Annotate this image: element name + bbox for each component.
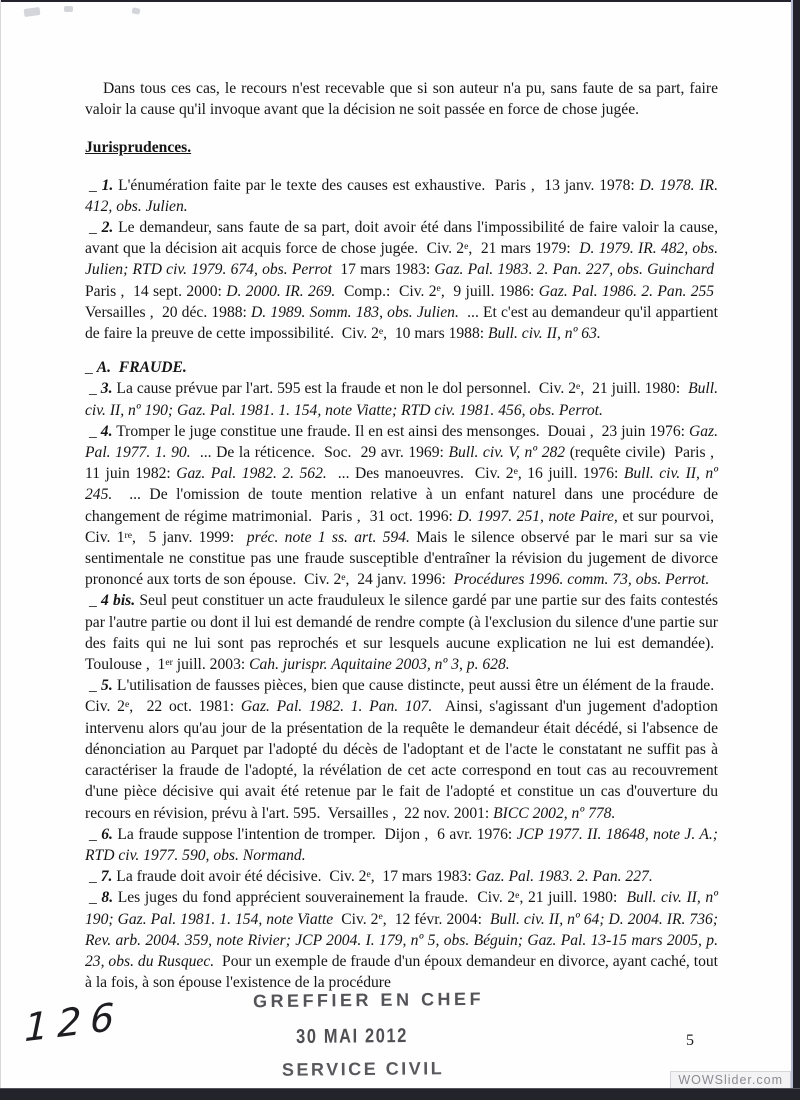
note-4bis: _ 4 bis. Seul peut constituer un acte frauduleux le silence gardé par une partie sur des faits contestés par l'autre partie ou dont il lui est demandé de rendre compte (à l'exclusion du silence d'une partie sur des faits qui ne lui sont pas reprochés et sur lesquels aucune explication ne lui est demandée). Toulouse , 1er juill. 2003: Cah. jurispr. Aquitaine 2003, nº 3, p. 628. bbox=[85, 592, 719, 674]
frame-bottom-edge bbox=[0, 1088, 800, 1100]
note-2: _ 2. Le demandeur, sans faute de sa part, doit avoir été dans l'impossibilité de faire valoir la cause, avant que la décision ait acquis force de chose jugée. Civ. 2e, 21 mars 1979: D. 1979. IR. 482, obs. Julien; RTD civ. 1979. 674, obs. Perrot 17 mars 1983: Gaz. Pal. 1983. 2. Pan. 227, obs. Guinchard Paris , 14 sept. 2000: D. 2000. IR. 269. Comp.: Civ. 2e, 9 juill. 1986: Gaz. Pal. 1986. 2. Pan. 255 Versailles , 20 déc. 1988: D. 1989. Somm. 183, obs. Julien. ... Et c'est au demandeur qu'il appartient de faire la preuve de cette impossibilité. Civ. 2e, 10 mars 1988: Bull. civ. II, nº 63. bbox=[85, 219, 719, 343]
fraude-subheading: _ A. FRAUDE. bbox=[85, 359, 187, 377]
wowslider-watermark[interactable]: WOWSlider.com bbox=[670, 1071, 791, 1089]
stamp-service-civil: SERVICE CIVIL bbox=[281, 1058, 445, 1080]
note-8: _ 8. Les juges du fond apprécient souverainement la fraude. Civ. 2e, 21 juill. 1980: Bull. civ. II, nº 190; Gaz. Pal. 1981. 1. 154, note Viatte Civ. 2e, 12 févr. 2004: Bull. civ. II, nº 64; D. 2004. IR. 736; Rev. arb. 2004. 359, note Rivier; JCP 2004. I. 179, nº 5, obs. Béguin; Gaz. Pal. 13-15 mars 2005, p. 23, obs. du Rusquec. Pour un exemple de fraude d'un époux demandeur en divorce, ayant caché, tout à la fois, à son épouse l'existence de la procédure bbox=[85, 889, 719, 992]
note-5: _ 5. L'utilisation de fausses pièces, bien que cause distincte, peut aussi être un élément de la fraude. Civ. 2e, 22 oct. 1981: Gaz. Pal. 1982. 1. Pan. 107. Ainsi, s'agissant d'un jugement d'adoption intervenu alors qu'au jour de la présentation de la requête le demandeur était décédé, si l'absence de dénonciation au Parquet par l'adopté du décès de l'adoptant et de l'acte le constatant ne suffit pas à caractériser la fraude de l'adopté, la révélation de cet acte correspond en tout cas au recouvrement d'une pièce décisive qui avait été retenue par le fait de l'adopté et constitue un cas d'ouverture du recours en révision, prévu à l'art. 595. Versailles , 22 nov. 2001: BICC 2002, nº 778. bbox=[85, 677, 718, 822]
note-3: _ 3. La cause prévue par l'art. 595 est la fraude et non le dol personnel. Civ. 2e, 21 juill. 1980: Bull. civ. II, nº 190; Gaz. Pal. 1981. 1. 154, note Viatte; RTD civ. 1981. 456, obs. Perrot. bbox=[85, 380, 718, 419]
scan-smudge bbox=[24, 7, 41, 17]
frame-left-edge bbox=[0, 0, 1, 1100]
note-4: _ 4. Tromper le juge constitue une fraude. Il en est ainsi des mensonges. Douai , 23 juin 1976: Gaz. Pal. 1977. 1. 90. ... De la réticence. Soc. 29 avr. 1969: Bull. civ. V, nº 282 (requête civile) Paris , 11 juin 1982: Gaz. Pal. 1982. 2. 562. ... Des manoeuvres. Civ. 2e, 16 juill. 1976: Bull. civ. II, nº 245. ... De l'omission de toute mention relative à un enfant naturel dans une procédure de changement de régime matrimonial. Paris , 31 oct. 1996: D. 1997. 251, note Paire, et sur pourvoi, Civ. 1re, 5 janv. 1999: préc. note 1 ss. art. 594. Mais le silence observé par le mari sur sa vie sentimentale ne constitue pas une fraude susceptible d'entraîner la révision du jugement de divorce prononcé aux torts de son épouse. Civ. 2e, 24 janv. 1996: Procédures 1996. comm. 73, obs. Perrot. bbox=[85, 422, 718, 589]
intro-paragraph: Dans tous ces cas, le recours n'est recevable que si son auteur n'a pu, sans faute de sa part, faire valoir la cause qu'il invoque avant que la décision ne soit passée en force de chose jugée. bbox=[85, 80, 718, 119]
frame-top-edge bbox=[0, 0, 800, 2]
note-7: _ 7. La fraude doit avoir été décisive. Civ. 2e, 17 mars 1983: Gaz. Pal. 1983. 2. Pan. 227. bbox=[89, 868, 653, 886]
jurisprudences-heading: Jurisprudences. bbox=[85, 139, 192, 157]
frame-right-edge bbox=[791, 0, 800, 1100]
scan-smudge bbox=[64, 6, 73, 12]
scan-smudge bbox=[131, 7, 140, 15]
note-1: _ 1. L'énumération faite par le texte des causes est exhaustive. Paris , 13 janv. 1978: D. 1978. IR. 412, obs. Julien. bbox=[85, 176, 718, 215]
stamp-date: 30 MAI 2012 bbox=[296, 1025, 409, 1048]
stamp-greffier-en-chef: GREFFIER EN CHEF bbox=[252, 988, 485, 1012]
note-6: _ 6. La fraude suppose l'intention de tromper. Dijon , 6 avr. 1976: JCP 1977. II. 18648, note J. A.; RTD civ. 1977. 590, obs. Normand. bbox=[85, 825, 718, 864]
document-text-column bbox=[85, 78, 718, 993]
page-number: 5 bbox=[686, 1032, 694, 1049]
handwritten-folio-number: 126 bbox=[23, 993, 124, 1051]
